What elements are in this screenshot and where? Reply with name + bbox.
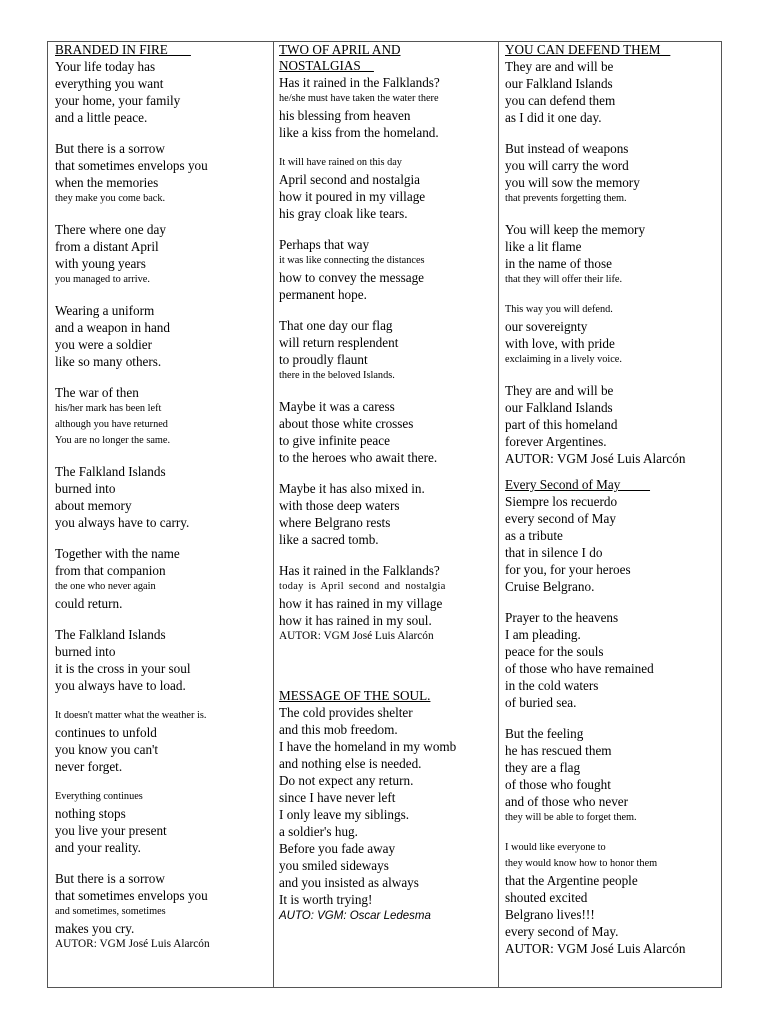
poem-line: where Belgrano rests — [279, 515, 391, 530]
poem-line: the one who never again — [55, 581, 156, 592]
stanza-gap — [55, 612, 269, 626]
poem-line: exclaiming in a lively voice. — [505, 354, 622, 365]
author-credit: AUTOR: VGM José Luis Alarcón — [55, 938, 210, 950]
poem-title: BRANDED IN FIRE — [55, 42, 191, 57]
poem-line: makes you cry. — [55, 921, 135, 936]
poem-line: for you, for your heroes — [505, 562, 631, 577]
poem-line: and you insisted as always — [279, 875, 419, 890]
poem-separator — [279, 644, 494, 688]
poem-line: every second of May — [505, 511, 616, 526]
poem-line: But there is a sorrow — [55, 871, 165, 886]
poem-line: they will be able to forget them. — [505, 812, 637, 823]
stanza-gap — [279, 548, 494, 562]
poem-line: that sometimes envelops you — [55, 888, 208, 903]
poem-line: our Falkland Islands — [505, 76, 613, 91]
poem-line: and sometimes, sometimes — [55, 906, 166, 917]
poem-line: But the feeling — [505, 726, 584, 741]
poem-line: and this mob freedom. — [279, 722, 398, 737]
poem-line: continues to unfold — [55, 725, 157, 740]
poem-title: NOSTALGIAS — [279, 58, 374, 73]
poem-line: that sometimes envelops you — [55, 158, 208, 173]
poem-line: and your reality. — [55, 840, 141, 855]
poem-line: it was like connecting the distances — [279, 255, 425, 266]
poem-line: he has rescued them — [505, 743, 612, 758]
poem-line: his/her mark has been left — [55, 403, 162, 414]
poem-line: our sovereignty — [505, 319, 588, 334]
poem-line: everything you want — [55, 76, 164, 91]
poem-line: from a distant April — [55, 239, 159, 254]
poem-line: they would know how to honor them — [505, 858, 658, 869]
stanza-gap — [505, 207, 717, 221]
poem-line: Maybe it has also mixed in. — [279, 481, 425, 496]
poem-line: like a sacred tomb. — [279, 532, 379, 547]
poem-line: permanent hope. — [279, 287, 367, 302]
poem-line: that in silence I do — [505, 545, 603, 560]
poem-line: how it has rained in my village — [279, 596, 443, 611]
poem-line: The Falkland Islands — [55, 627, 166, 642]
poem-line: Your life today has — [55, 59, 156, 74]
poem-line: as I did it one day. — [505, 110, 602, 125]
poem-line: shouted excited — [505, 890, 588, 905]
poem-line: peace for the souls — [505, 644, 604, 659]
poem-line: and a little peace. — [55, 110, 148, 125]
stanza-gap — [505, 467, 717, 477]
poem-line: every second of May. — [505, 924, 619, 939]
poem-line: that they will offer their life. — [505, 274, 623, 285]
poem-line: You will keep the memory — [505, 222, 646, 237]
poem-line: how it poured in my village — [279, 189, 426, 204]
poem-line: Perhaps that way — [279, 237, 370, 252]
stanza-gap — [55, 370, 269, 384]
poem-line: Together with the name — [55, 546, 180, 561]
poem-table — [47, 41, 722, 988]
poem-line: forever Argentines. — [505, 434, 607, 449]
stanza-gap — [505, 288, 717, 302]
poem-line: Before you fade away — [279, 841, 396, 856]
poem-line: AUTOR: VGM José Luis Alarcón — [505, 451, 686, 466]
poem-line: to proudly flaunt — [279, 352, 368, 367]
stanza-gap — [55, 531, 269, 545]
stanza-gap — [505, 826, 717, 840]
poem-line: you smiled sideways — [279, 858, 389, 873]
stanza-gap — [279, 222, 494, 236]
poem-line: they make you come back. — [55, 193, 166, 204]
poem-line: you managed to arrive. — [55, 274, 150, 285]
stanza-gap — [279, 384, 494, 398]
poem-line: with young years — [55, 256, 146, 271]
poem-column-3 — [499, 42, 721, 987]
poem-line: like a lit flame — [505, 239, 582, 254]
poem-line: I would like everyone to — [505, 842, 606, 853]
stanza-gap — [55, 856, 269, 870]
poem-line: you always have to load. — [55, 678, 186, 693]
poem-line: Do not expect any return. — [279, 773, 414, 788]
poem-line: and a weapon in hand — [55, 320, 170, 335]
poem-line: your home, your family — [55, 93, 181, 108]
poem-line: could return. — [55, 596, 123, 611]
poem-line: with love, with pride — [505, 336, 615, 351]
poem-line: although you have returned — [55, 419, 168, 430]
poem-line: There where one day — [55, 222, 166, 237]
stanza-gap — [505, 711, 717, 725]
stanza-gap — [55, 449, 269, 463]
poem-line: April second and nostalgia — [279, 172, 420, 187]
poem-line: there in the beloved Islands. — [279, 370, 395, 381]
poem-line: But instead of weapons — [505, 141, 629, 156]
poem-line: that prevents forgetting them. — [505, 193, 627, 204]
poem-line: burned into — [55, 644, 116, 659]
poem-line: They are and will be — [505, 59, 614, 74]
stanza-gap — [505, 126, 717, 140]
poem-line: you know you can't — [55, 742, 159, 757]
poem-line: of buried sea. — [505, 695, 577, 710]
poem-line: I have the homeland in my womb — [279, 739, 457, 754]
poem-line: never forget. — [55, 759, 123, 774]
poem-line: It doesn't matter what the weather is. — [55, 710, 207, 721]
poem-line: Siempre los recuerdo — [505, 494, 618, 509]
poem-line: to give infinite peace — [279, 433, 390, 448]
poem-line: he/she must have taken the water there — [279, 93, 439, 104]
poem-line: how it has rained in my soul. — [279, 613, 432, 628]
stanza-gap — [279, 141, 494, 155]
poem-title: Every Second of May — [505, 477, 651, 492]
poem-line: I only leave my siblings. — [279, 807, 410, 822]
poem-line: you always have to carry. — [55, 515, 190, 530]
poem-title: TWO OF APRIL AND — [279, 42, 401, 57]
stanza-gap — [279, 303, 494, 317]
poem-line: Maybe it was a caress — [279, 399, 395, 414]
poem-line: Has it rained in the Falklands? — [279, 75, 440, 90]
poem-line: you can defend them — [505, 93, 616, 108]
poem-title: YOU CAN DEFEND THEM — [505, 42, 671, 57]
poem-line: nothing stops — [55, 806, 126, 821]
poem-column-1 — [48, 42, 274, 987]
poem-line: Has it rained in the Falklands? — [279, 563, 440, 578]
poem-line: from that companion — [55, 563, 166, 578]
poem-line: to the heroes who await there. — [279, 450, 438, 465]
stanza-gap — [55, 207, 269, 221]
poem-line: you were a soldier — [55, 337, 153, 352]
poem-line: This way you will defend. — [505, 304, 613, 315]
stanza-gap — [55, 694, 269, 708]
poem-line: You are no longer the same. — [55, 435, 171, 446]
poem-line: But there is a sorrow — [55, 141, 165, 156]
poem-title: MESSAGE OF THE SOUL. — [279, 688, 431, 703]
poem-line: The war of then — [55, 385, 139, 400]
poem-line: burned into — [55, 481, 116, 496]
poem-line: with those deep waters — [279, 498, 400, 513]
poem-line: in the name of those — [505, 256, 612, 271]
poem-line: they are a flag — [505, 760, 581, 775]
poem-line: It will have rained on this day — [279, 157, 402, 168]
author-credit: AUTOR: VGM José Luis Alarcón — [279, 630, 434, 642]
stanza-gap — [55, 126, 269, 140]
poem-line: will return resplendent — [279, 335, 399, 350]
poem-line: like so many others. — [55, 354, 162, 369]
poem-line: Belgrano lives!!! — [505, 907, 595, 922]
stanza-gap — [55, 288, 269, 302]
stanza-gap — [279, 466, 494, 480]
poem-line: you will sow the memory — [505, 175, 640, 190]
poem-line: his blessing from heaven — [279, 108, 411, 123]
poem-line: our Falkland Islands — [505, 400, 613, 415]
poem-line: The Falkland Islands — [55, 464, 166, 479]
poem-line: when the memories — [55, 175, 159, 190]
poem-line: and nothing else is needed. — [279, 756, 422, 771]
stanza-gap — [505, 595, 717, 609]
poem-line: of those who have remained — [505, 661, 654, 676]
poem-line: that the Argentine people — [505, 873, 638, 888]
poem-line: a soldier's hug. — [279, 824, 358, 839]
poem-line: Prayer to the heavens — [505, 610, 619, 625]
poem-line: Cruise Belgrano. — [505, 579, 595, 594]
poem-line: it is the cross in your soul — [55, 661, 191, 676]
poem-line: Wearing a uniform — [55, 303, 155, 318]
author-credit: AUTO: VGM: Oscar Ledesma — [279, 910, 431, 922]
poem-line: AUTOR: VGM José Luis Alarcón — [505, 941, 686, 956]
poem-line: in the cold waters — [505, 678, 599, 693]
poem-line: part of this homeland — [505, 417, 618, 432]
stanza-gap — [505, 368, 717, 382]
poem-line: and of those who never — [505, 794, 629, 809]
poem-line: about memory — [55, 498, 132, 513]
poem-line: They are and will be — [505, 383, 614, 398]
poem-line: you live your present — [55, 823, 167, 838]
poem-line: That one day our flag — [279, 318, 393, 333]
poem-line: of those who fought — [505, 777, 611, 792]
poem-line: about those white crosses — [279, 416, 414, 431]
poem-column-2 — [274, 42, 499, 987]
poem-line: as a tribute — [505, 528, 563, 543]
poem-line: The cold provides shelter — [279, 705, 413, 720]
poem-line: you will carry the word — [505, 158, 629, 173]
poem-line: today is April second and nostalgia — [279, 581, 446, 592]
stanza-gap — [55, 775, 269, 789]
poem-line: Everything continues — [55, 791, 143, 802]
poem-line: like a kiss from the homeland. — [279, 125, 439, 140]
poem-line: I am pleading. — [505, 627, 581, 642]
poem-line: how to convey the message — [279, 270, 425, 285]
poem-line: since I have never left — [279, 790, 396, 805]
poem-line: his gray cloak like tears. — [279, 206, 408, 221]
poem-line: It is worth trying! — [279, 892, 373, 907]
